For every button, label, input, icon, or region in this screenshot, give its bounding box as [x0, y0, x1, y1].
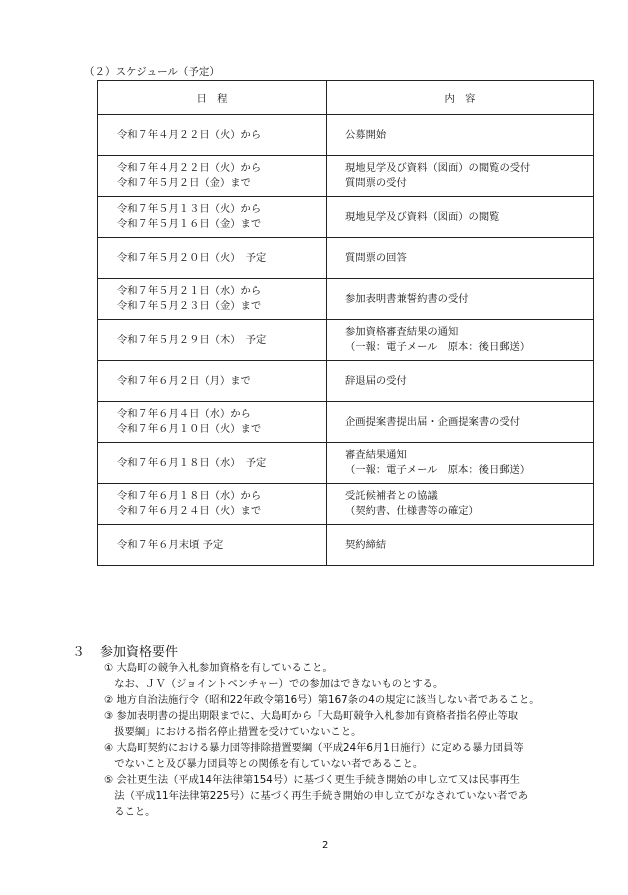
schedule-date-line: 令和７年５月２１日（水）から	[117, 285, 262, 297]
schedule-content-line: 現地見学及び資料（図面）の閲覧の受付	[345, 162, 531, 174]
header-date: 日 程	[98, 81, 327, 115]
schedule-date-line: 令和７年５月２日（金）まで	[117, 177, 251, 189]
schedule-content-cell	[327, 402, 594, 443]
schedule-content-cell	[327, 484, 594, 525]
requirement-line: なお、ＪＶ（ジョイントベンチャー）での参加はできないものとする。	[104, 678, 444, 690]
schedule-row	[98, 156, 594, 197]
requirement-line: ② 地方自治法施行令（昭和22年政令第16号）第167条の4の規定に該当しない者であること。	[104, 694, 540, 706]
schedule-row	[98, 402, 594, 443]
schedule-date-line: 令和７年４月２２日（火）から	[117, 128, 262, 141]
schedule-date-cell	[98, 197, 327, 238]
schedule-content-cell	[327, 115, 594, 156]
schedule-content-line: 受託候補者との協議	[345, 490, 438, 502]
schedule-date-cell	[98, 320, 327, 361]
schedule-row	[98, 320, 594, 361]
schedule-content-line: 現地見学及び資料（図面）の閲覧	[345, 210, 500, 223]
requirement-line: 扱要綱」における指名停止措置を受けていないこと。	[104, 726, 362, 738]
schedule-date-line: 令和７年６月１８日（水）から	[117, 490, 262, 502]
schedule-date-cell	[98, 156, 327, 197]
section-3-title: 参加資格要件	[100, 645, 179, 660]
schedule-content-line: （一報：電子メール 原本：後日郵送）	[345, 341, 531, 353]
schedule-content-cell	[327, 197, 594, 238]
header-content: 内 容	[327, 81, 594, 115]
schedule-content-line: 契約締結	[345, 538, 387, 551]
schedule-date-cell	[98, 238, 327, 279]
schedule-date-cell	[98, 402, 327, 443]
schedule-date-line: 令和７年４月２２日（火）から	[117, 162, 262, 174]
schedule-content-cell	[327, 320, 594, 361]
schedule-date-line: 令和７年６月４日（水）から	[117, 408, 251, 420]
schedule-header-row	[98, 81, 594, 115]
requirement-line: ④ 大島町契約における暴力団等排除措置要綱（平成24年6月1日施行）に定める暴力団員等	[104, 742, 524, 754]
schedule-date-line: 令和７年５月１６日（金）まで	[117, 218, 262, 230]
schedule-date-cell	[98, 115, 327, 156]
schedule-row	[98, 197, 594, 238]
requirement-line: ること。	[104, 806, 156, 818]
schedule-row	[98, 484, 594, 525]
schedule-content-cell	[327, 443, 594, 484]
schedule-date-line: 令和７年６月２４日（火）まで	[117, 505, 262, 517]
schedule-date-cell	[98, 443, 327, 484]
schedule-content-cell	[327, 156, 594, 197]
schedule-date-line: 令和７年６月１８日（水） 予定	[117, 456, 267, 469]
schedule-row	[98, 115, 594, 156]
requirement-line: ⑤ 会社更生法（平成14年法律第154号）に基づく更生手続き開始の申し立て又は民事再生	[104, 774, 520, 786]
schedule-date-cell	[98, 279, 327, 320]
page-number: 2	[322, 840, 329, 851]
schedule-content-cell	[327, 525, 594, 566]
section-3-number: ３	[72, 645, 86, 660]
schedule-row	[98, 525, 594, 566]
schedule-table	[97, 80, 594, 566]
schedule-row	[98, 238, 594, 279]
schedule-date-line: 令和７年６月１０日（火）まで	[117, 423, 262, 435]
schedule-content-line: 公募開始	[345, 128, 387, 141]
schedule-row	[98, 361, 594, 402]
schedule-date-cell	[98, 484, 327, 525]
requirement-line: ① 大島町の競争入札参加資格を有していること。	[104, 662, 333, 674]
schedule-date-line: 令和７年６月２日（月）まで	[117, 374, 251, 387]
schedule-content-cell	[327, 361, 594, 402]
schedule-content-line: 参加資格審査結果の通知	[345, 326, 459, 338]
schedule-row	[98, 279, 594, 320]
schedule-content-line: 審査結果通知	[345, 449, 407, 461]
schedule-date-line: 令和７年５月２３日（金）まで	[117, 300, 262, 312]
schedule-row	[98, 443, 594, 484]
requirement-line: でないこと及び暴力団員等との関係を有していない者であること。	[104, 758, 424, 770]
schedule-date-line: 令和７年６月末頃 予定	[117, 538, 224, 551]
requirement-line: 法（平成11年法律第225号）に基づく再生手続き開始の申し立てがなされていない者であ	[104, 790, 529, 802]
schedule-date-cell	[98, 525, 327, 566]
schedule-content-cell	[327, 279, 594, 320]
schedule-heading: （２）スケジュール（予定）	[84, 66, 220, 78]
schedule-content-line: 質問票の回答	[345, 251, 407, 264]
section-3-heading	[72, 641, 178, 660]
schedule-date-line: 令和７年５月２９日（木） 予定	[117, 333, 267, 346]
schedule-content-cell	[327, 238, 594, 279]
schedule-date-line: 令和７年５月１３日（火）から	[117, 203, 262, 215]
requirement-line: ③ 参加表明書の提出期限までに、大島町から「大島町競争入札参加有資格者指名停止等取	[104, 710, 519, 722]
schedule-date-cell	[98, 361, 327, 402]
schedule-date-line: 令和７年５月２０日（火） 予定	[117, 251, 267, 264]
schedule-content-line: 質問票の受付	[345, 177, 407, 189]
schedule-content-line: 参加表明書兼誓約書の受付	[345, 292, 469, 305]
schedule-content-line: （契約書、仕様書等の確定）	[345, 505, 479, 517]
schedule-content-line: （一報：電子メール 原本：後日郵送）	[345, 464, 531, 476]
schedule-content-line: 企画提案書提出届・企画提案書の受付	[345, 415, 521, 428]
schedule-content-line: 辞退届の受付	[345, 374, 407, 387]
